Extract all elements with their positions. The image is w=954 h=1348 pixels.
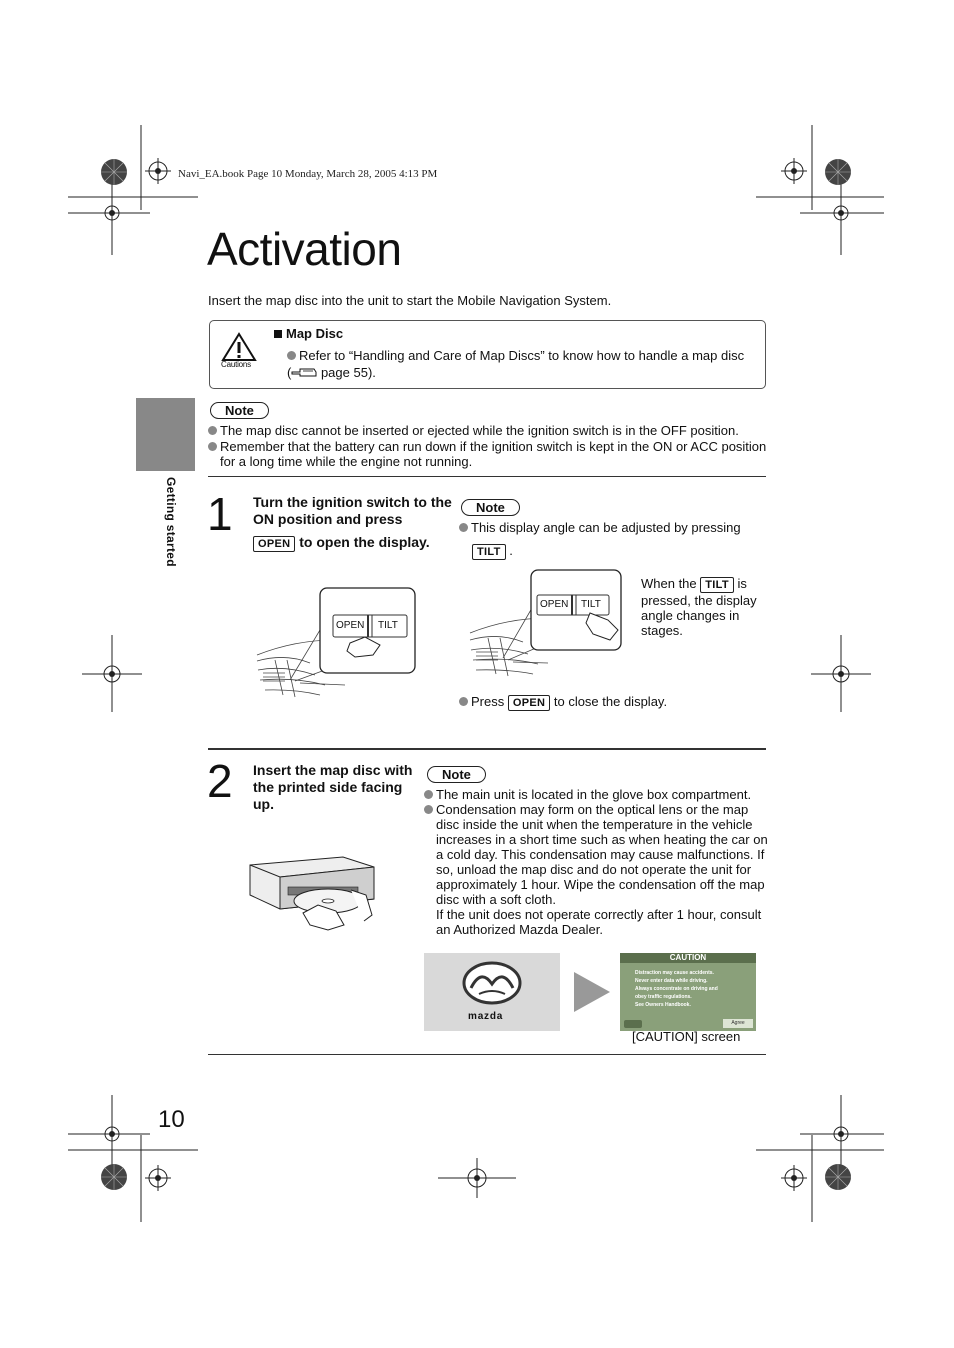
tilt-button-illustration xyxy=(468,568,628,683)
step1-note-line: This display angle can be adjusted by pressing xyxy=(471,520,741,535)
caution-screen-line: Always concentrate on driving and xyxy=(635,986,718,992)
step2-note-list xyxy=(424,787,768,937)
note-item-text: The main unit is located in the glove box compartment. xyxy=(436,787,752,802)
mazda-logo-text: mazda xyxy=(468,1011,504,1022)
caution-text xyxy=(287,347,747,381)
note-item-text: The map disc cannot be inserted or ejected while the ignition switch is in the OFF position. xyxy=(220,423,739,438)
list-item xyxy=(424,802,768,937)
caution-screen-line: Never enter data while driving. xyxy=(635,978,708,984)
caution-screen-line: See Owners Handbook. xyxy=(635,1002,691,1008)
press-before: Press xyxy=(471,694,505,709)
step-number: 2 xyxy=(207,755,233,807)
illus-tilt-label: TILT xyxy=(378,620,398,631)
step-number: 1 xyxy=(207,488,233,540)
note-label: Note xyxy=(461,499,520,516)
tilt-side-before: When the xyxy=(641,576,697,591)
square-bullet-icon xyxy=(274,330,282,338)
file-info: Navi_EA.book Page 10 Monday, March 28, 2005 4:13 PM xyxy=(178,168,438,180)
note-top-list xyxy=(208,423,768,469)
step1-line2: to open the display. xyxy=(299,534,430,550)
tilt-key: TILT xyxy=(472,544,506,560)
caution-screen xyxy=(620,953,756,1031)
caution-heading xyxy=(274,326,343,341)
page-title: Activation xyxy=(207,223,402,275)
bullet-icon xyxy=(208,442,217,451)
tilt-key: TILT xyxy=(700,577,734,593)
caution-heading-text: Map Disc xyxy=(286,326,344,341)
bullet-icon xyxy=(459,523,468,532)
open-key: OPEN xyxy=(253,536,295,552)
arrow-right-icon xyxy=(573,971,611,1013)
tilt-side-after: is pressed, the display angle changes in stages. xyxy=(641,576,757,638)
step1-note-key-line xyxy=(472,543,513,560)
bullet-icon xyxy=(459,697,468,706)
press-after: to close the display. xyxy=(553,694,668,709)
caution-screen-caption: [CAUTION] screen xyxy=(632,1029,741,1044)
divider xyxy=(208,748,766,750)
page-number: 10 xyxy=(158,1106,185,1133)
intro-text: Insert the map disc into the unit to start the Mobile Navigation System. xyxy=(208,293,612,308)
agree-button: Agree xyxy=(723,1019,753,1028)
illus2-open-label: OPEN xyxy=(540,599,569,610)
step1-line1: Turn the ignition switch to the ON position and press xyxy=(253,494,452,527)
disc-insert-illustration xyxy=(248,855,378,935)
bullet-icon xyxy=(287,351,296,360)
press-open-note xyxy=(459,694,667,711)
illus2-tilt-label: TILT xyxy=(581,599,601,610)
mazda-logo-icon xyxy=(461,960,523,1006)
step1-note-text xyxy=(459,520,759,535)
list-item xyxy=(424,787,768,802)
bullet-icon xyxy=(208,426,217,435)
divider xyxy=(208,1054,766,1055)
tilt-side-note xyxy=(641,576,769,638)
step1-note-end: . xyxy=(509,543,513,558)
step2-instruction: Insert the map disc with the printed side facing up. xyxy=(253,762,413,812)
open-button-illustration xyxy=(255,585,420,705)
caution-screen-body xyxy=(620,963,756,1009)
caution-screen-line: obey traffic regulations. xyxy=(635,994,692,1000)
bullet-icon xyxy=(424,790,433,799)
screen-nav-icon xyxy=(624,1020,642,1028)
illus-open-label: OPEN xyxy=(336,620,365,631)
cautions-icon-label: Cautions xyxy=(221,360,251,369)
note-label: Note xyxy=(210,402,269,419)
list-item xyxy=(208,439,768,469)
note-item-text: Remember that the battery can run down if the ignition switch is kept in the ON or ACC position for a long time while the engine not running. xyxy=(220,439,767,469)
note-item-text: Condensation may form on the optical lens or the map disc inside the unit when the temperature in the vehicle increases in a short time such as when heating the car on a cold day. This condensation may cause malfunctions. If so, unload the map disc and do not operate the unit for approximately 1 hour. Wipe the condensation off the map disc with a soft cloth. If the unit does not operate correctly after 1 hour, consult an Authorized Mazda Dealer. xyxy=(436,802,768,937)
note-label: Note xyxy=(427,766,486,783)
step1-instruction xyxy=(253,494,453,552)
open-key: OPEN xyxy=(508,695,550,711)
caution-text-after: page 55). xyxy=(317,365,376,380)
section-tab xyxy=(136,398,195,471)
divider xyxy=(208,476,766,477)
hand-pointer-icon xyxy=(291,367,317,378)
caution-text-before: Refer to “Handling and Care of Map Discs” to know how to handle a map disc ( xyxy=(287,348,745,380)
caution-screen-title: CAUTION xyxy=(620,953,756,963)
list-item xyxy=(208,423,768,438)
section-tab-label: Getting started xyxy=(164,477,178,567)
bullet-icon xyxy=(424,805,433,814)
caution-screen-line: Distraction may cause accidents. xyxy=(635,970,714,976)
